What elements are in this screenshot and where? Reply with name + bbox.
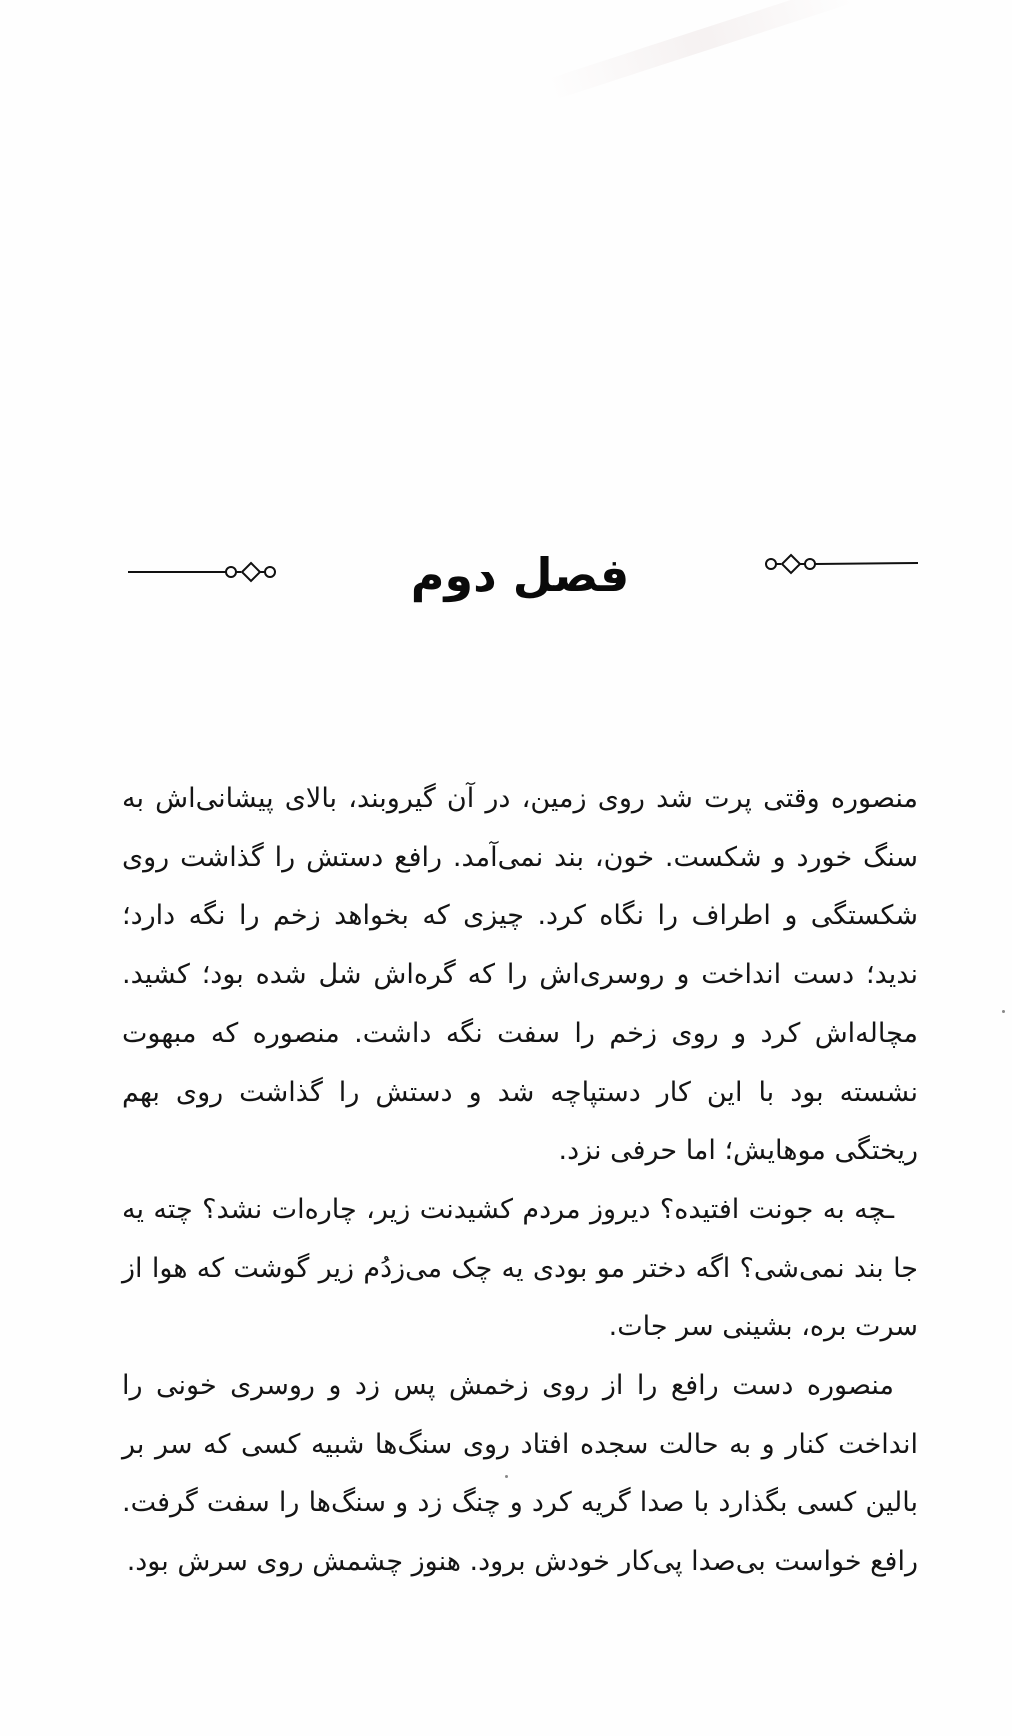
scan-smear bbox=[544, 0, 855, 101]
paragraph: منصوره وقتی پرت شد روی زمین، در آن گیروبند، بالای پیشانی‌اش به سنگ خورد و شکست. خون، بند نمی‌آمد. رافع دستش را گذاشت روی شکستگی و اطراف را نگاه کرد. چیزی که بخواهد زخم را نگه دارد؛ ندید؛ دست انداخت و روسری‌اش را که گره‌اش شل شده بود؛ کشید. مچاله‌اش کرد و روی زخم را سفت نگه داشت. منصوره که مبهوت نشسته بود با این کار دستپاچه شد و دستش را گذاشت روی بهم ریختگی موهایش؛ اما حرفی نزد. bbox=[122, 783, 918, 1167]
dialogue-paragraph: ـچه به جونت افتیده؟ دیروز مردم کشیدنت زیر، چاره‌ات نشد؟ چته یه جا بند نمی‌شی؟ اگه دختر مو بودی یه چک می‌زدُم زیر گوشت که هوا از سرت بره، بشینی سر جات. bbox=[122, 1193, 918, 1343]
scan-speck bbox=[1002, 1010, 1005, 1013]
chapter-title: فصل دوم bbox=[410, 548, 630, 602]
ornament-left-icon bbox=[128, 560, 278, 584]
ornament-right-icon bbox=[762, 552, 922, 576]
paragraph: منصوره دست رافع را از روی زخمش پس زد و روسری خونی را انداخت کنار و به حالت سجده افتاد روی سنگ‌ها شبیه کسی که سر بر بالین کسی بگذارد با صدا گریه کرد و چنگ زد و سنگ‌ها را سفت گرفت. رافع خواست بی‌صدا پی‌کار خودش برود. هنوز چشمش روی سرش بود. bbox=[122, 1370, 918, 1578]
chapter-heading bbox=[0, 540, 1012, 610]
chapter-body bbox=[122, 770, 918, 1592]
scan-speck bbox=[505, 1475, 508, 1478]
